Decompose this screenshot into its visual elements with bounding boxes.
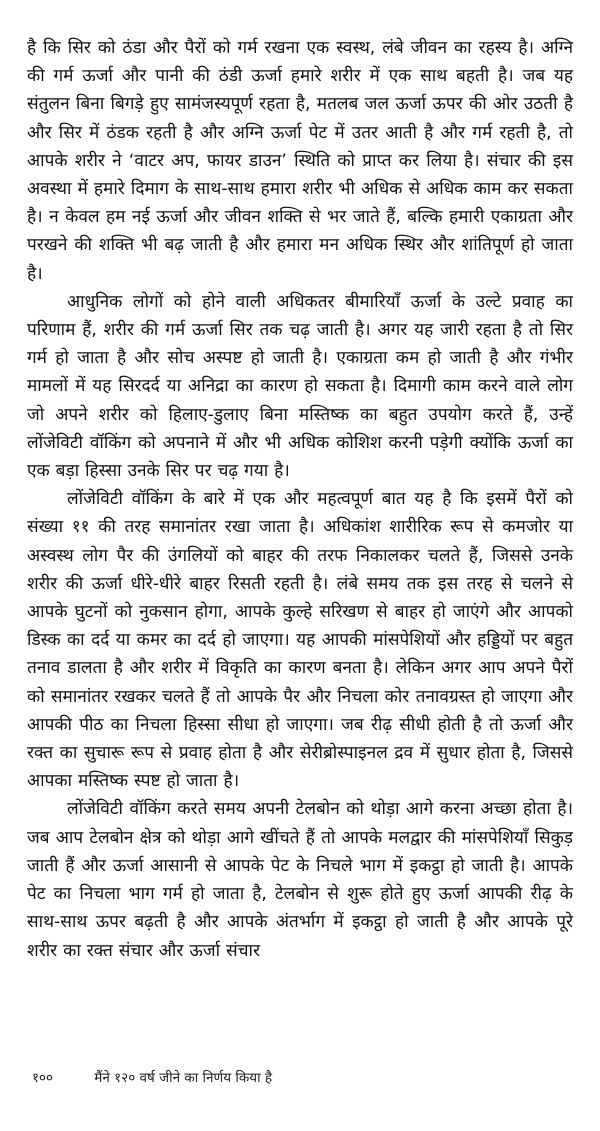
paragraph-3: लोंजेविटी वॉकिंग के बारे में एक और महत्वपूर्ण बात यह है कि इसमें पैरों को संख्या ११ की तरह समानांतर रखा जाता है। अधिकांश शारीरिक रूप से कमजोर या अस्वस्थ लोग पैर की उंगलियों को बाहर की तरफ निकालकर चलते हैं, जिससे उनके शरीर की ऊर्जा धीरे-धीरे बाहर रिसती रहती है। लंबे समय तक इस तरह से चलने से आपके घुटनों को नुकसान होगा, आपके कुल्हे सरिखण से बाहर हो जाएंगे और आपको डिस्क का दर्द या कमर का दर्द हो जाएगा। यह आपकी मांसपेशियों और हड्डियों पर बहुत तनाव डालता है और शरीर में विकृति का कारण बनता है। लेकिन अगर आप अपने पैरों को समानांतर रखकर चलते हैं तो आपके पैर और निचला कोर तनावग्रस्त हो जाएगा और आपकी पीठ का निचला हिस्सा सीधा हो जाएगा। जब रीढ़ सीधी होती है तो ऊर्जा और रक्त का सुचारू रूप से प्रवाह होता है और सेरीब्रोस्पाइनल द्रव में सुधार होता है, जिससे आपका मस्तिष्क स्पष्ट हो जाता है।	[27, 489, 573, 792]
page-number: १००	[32, 1070, 54, 1086]
page-body	[27, 34, 573, 965]
paragraph-1: है कि सिर को ठंडा और पैरों को गर्म रखना एक स्वस्थ, लंबे जीवन का रहस्य है। अग्नि की गर्म ऊर्जा और पानी की ठंडी ऊर्जा हमारे शरीर में एक साथ बहती है। जब यह संतुलन बिना बिगड़े हुए सामंजस्यपूर्ण रहता है, मतलब जल ऊर्जा ऊपर की ओर उठती है और सिर में ठंडक रहती है और अग्नि ऊर्जा पेट में उतर आती है और गर्म रहती है, तो आपके शरीर ने ‘वाटर अप, फायर डाउन’ स्थिति को प्राप्त कर लिया है। संचार की इस अवस्था में हमारे दिमाग के साथ-साथ हमारा शरीर भी अधिक से अधिक काम कर सकता है। न केवल हम नई ऊर्जा और जीवन शक्ति से भर जाते हैं, बल्कि हमारी एकाग्रता और परखने की शक्ति भी बढ़ जाती है और हमारा मन अधिक स्थिर और शांतिपूर्ण हो जाता है।	[27, 38, 573, 284]
paragraph-4: लोंजेविटी वॉकिंग करते समय अपनी टेलबोन को थोड़ा आगे करना अच्छा होता है। जब आप टेलबोन क्षेत्र को थोड़ा आगे खींचते हैं तो आपके मलद्वार की मांसपेशियाँ सिकुड़ जाती हैं और ऊर्जा आसानी से आपके पेट के निचले भाग में इकट्ठा हो जाती है। आपके पेट का निचला भाग गर्म हो जाता है, टेलबोन से शुरू होते हुए ऊर्जा आपकी रीढ़ के साथ-साथ ऊपर बढ़ती है और आपके अंतर्भाग में इकट्ठा हो जाती है और आपके पूरे शरीर का रक्त संचार और ऊर्जा संचार	[27, 799, 573, 961]
book-title: मैंने १२० वर्ष जीने का निर्णय किया है	[94, 1070, 273, 1086]
paragraph-2: आधुनिक लोगों को होने वाली अधिकतर बीमारियाँ ऊर्जा के उल्टे प्रवाह का परिणाम हैं, शरीर की गर्म ऊर्जा सिर तक चढ़ जाती है। अगर यह जारी रहता है तो सिर गर्म हो जाता है और सोच अस्पष्ट हो जाती है। एकाग्रता कम हो जाती है और गंभीर मामलों में यह सिरदर्द या अनिद्रा का कारण हो सकता है। दिमागी काम करने वाले लोग जो अपने शरीर को हिलाए-डुलाए बिना मस्तिष्क का बहुत उपयोग करते हैं, उन्हें लोंजेविटी वॉकिंग को अपनाने में और भी अधिक कोशिश करनी पड़ेगी क्योंकि ऊर्जा का एक बड़ा हिस्सा उनके सिर पर चढ़ गया है।	[27, 291, 573, 482]
page-footer	[32, 1068, 572, 1086]
